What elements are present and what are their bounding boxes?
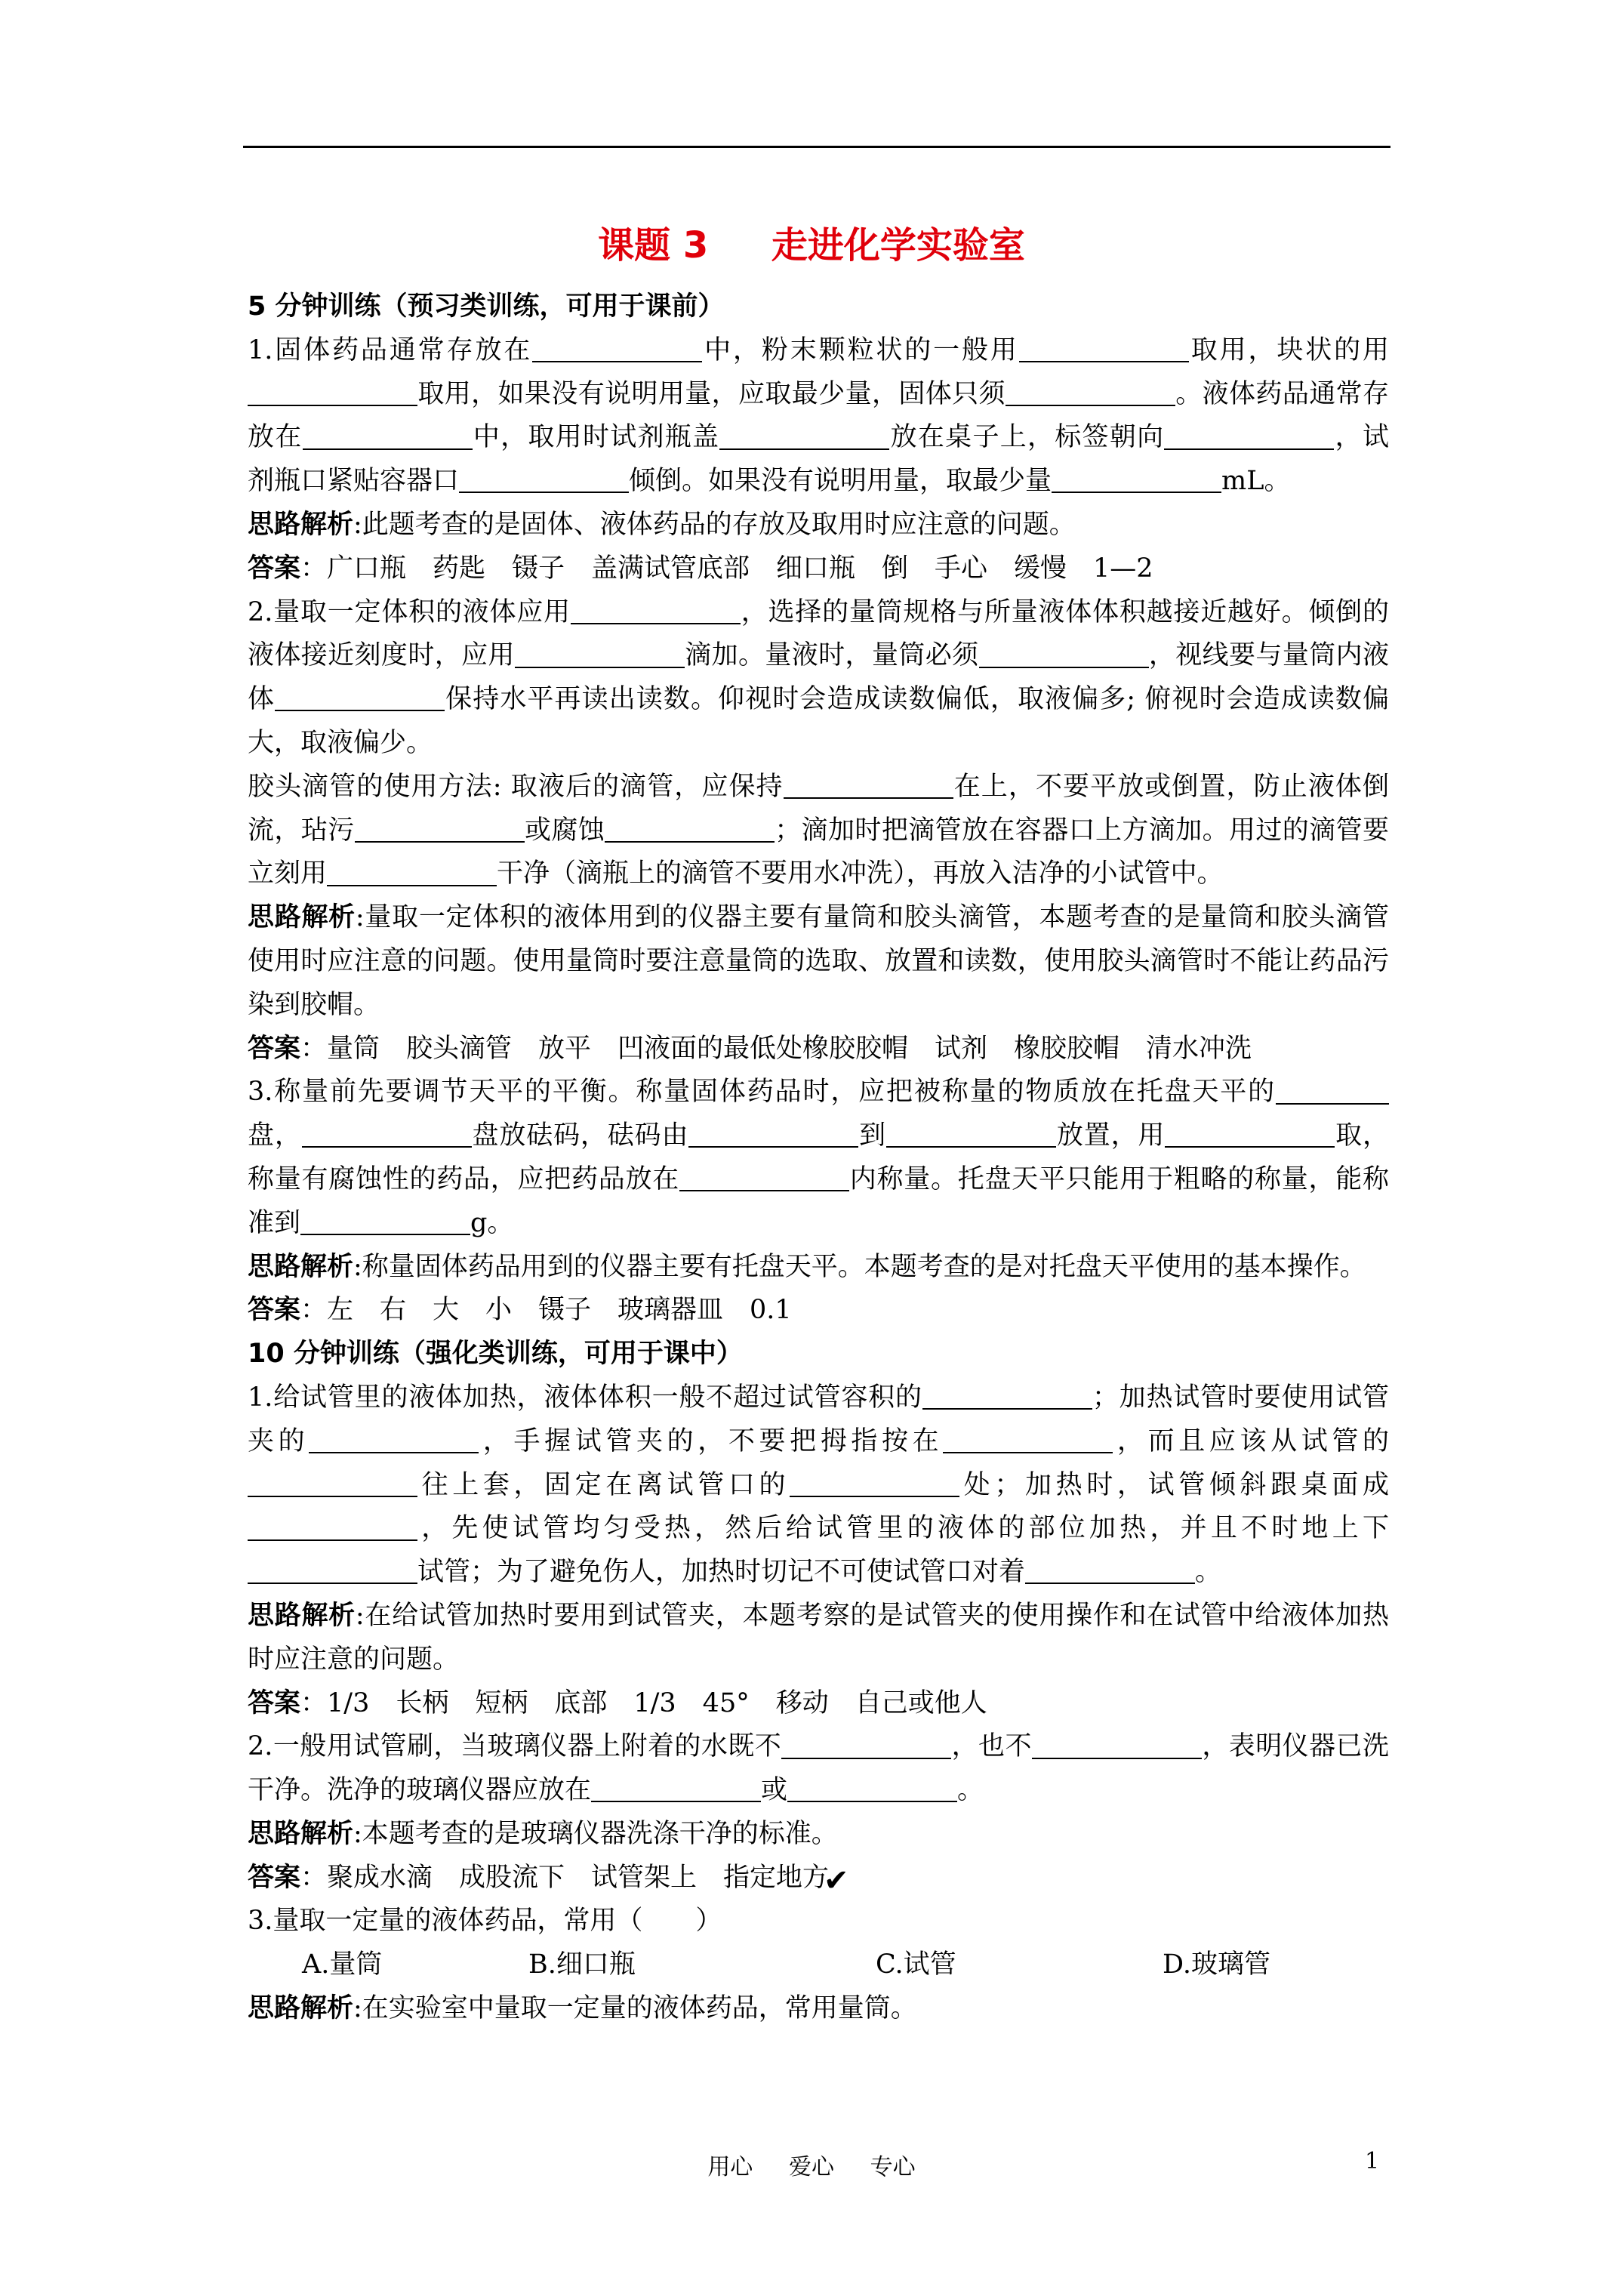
text-run: 。 <box>1195 1557 1222 1588</box>
answer-line <box>248 547 1389 591</box>
fill-blank[interactable] <box>1019 334 1189 362</box>
text-run: 到 <box>858 1120 887 1151</box>
fill-blank[interactable] <box>605 815 775 843</box>
label: 思路解析 <box>248 902 356 933</box>
page-number: 1 <box>1365 2148 1380 2174</box>
fill-blank[interactable] <box>532 334 702 362</box>
text-run: ，先使试管均匀受热，然后给试管里的液体的部位加热，并且不时地上下 <box>417 1513 1389 1544</box>
text-run: 内称量。托盘天平只能用于粗略的称量，能称准到 <box>248 1163 1389 1238</box>
text-run: ：广口瓶 药匙 镊子 盖满试管底部 细口瓶 倒 手心 缓慢 1—2 <box>300 553 1153 584</box>
text-run: ，表明仪器已洗干净。洗净的玻璃仪器应放在 <box>248 1731 1389 1806</box>
text-run: ；滴加时把滴管放在容器口上方滴加。用过的滴管要立刻用 <box>248 815 1389 889</box>
text-run: 取用，如果没有说明用量，应取最少量，固体只须 <box>417 378 1006 409</box>
text-run: g。 <box>470 1207 514 1238</box>
fill-blank[interactable] <box>1006 378 1175 406</box>
text-run: 2.一般用试管刷，当玻璃仪器上附着的水既不 <box>248 1731 782 1762</box>
fill-blank[interactable] <box>248 1469 417 1497</box>
fill-blank[interactable] <box>248 1556 417 1584</box>
text-run: :在实验室中量取一定量的液体药品，常用量筒。 <box>353 1993 917 2024</box>
label: 思路解析 <box>248 1818 354 1849</box>
text-run: 盘放砝码，砝码由 <box>471 1120 689 1151</box>
analysis-line <box>248 504 1389 547</box>
page-title: 课题 3 走进化学实验室 <box>598 224 1025 267</box>
header-rule <box>243 146 1390 148</box>
fill-blank[interactable] <box>922 1382 1092 1410</box>
fill-blank[interactable] <box>248 378 417 406</box>
text-run: 胶头滴管的使用方法: 取液后的滴管，应保持 <box>248 771 784 802</box>
choice-options <box>248 1943 1389 1987</box>
fill-blank[interactable] <box>515 640 685 668</box>
text-run: ，选择的量筒规格与所量液体体积越接近越好。倾倒的液体接近刻度时，应用 <box>248 596 1389 671</box>
text-run: :量取一定体积的液体用到的仪器主要有量筒和胶头滴管，本题考查的是量筒和胶头滴管使用时应注意的问题。使用量筒时要注意量筒的选取、放置和读数，使用胶头滴管时不能让药品污染到胶帽。 <box>248 902 1389 1020</box>
choice-option: D.玻璃管 <box>1163 1949 1270 1980</box>
text-run: 滴加。量液时，量筒必须 <box>684 640 979 671</box>
text-run: :称量固体药品用到的仪器主要有托盘天平。本题考查的是对托盘天平使用的基本操作。 <box>353 1251 1366 1282</box>
text-run: 放置，用 <box>1056 1120 1166 1151</box>
text-run: 3.量取一定量的液体药品，常用（ ） <box>248 1906 722 1937</box>
text-run: 保持水平再读出读数。仰视时会造成读数偏低，取液偏多; 俯视时会造成读数偏大，取液偏少。 <box>248 684 1389 758</box>
fill-blank[interactable] <box>784 771 953 799</box>
text-run: ，也不 <box>951 1731 1032 1762</box>
label: 答案 <box>248 553 301 584</box>
label: 答案 <box>248 1687 301 1718</box>
text-run: 倾倒。如果没有说明用量，取最少量 <box>629 466 1052 497</box>
fill-blank[interactable] <box>1276 1077 1389 1105</box>
fill-blank[interactable] <box>787 1774 957 1802</box>
text-run: 。 <box>957 1775 984 1806</box>
fill-blank[interactable] <box>688 1120 858 1148</box>
text-run: 在上，不要平放或倒置，防止液体倒流，玷污 <box>248 771 1389 846</box>
analysis-line <box>248 1987 1389 2031</box>
text-run: ，而且应该从试管的 <box>1113 1425 1389 1456</box>
check-mark-icon: ✔ <box>824 1863 849 1898</box>
text-run: 。液体药品通常存放在 <box>248 378 1389 453</box>
text-run: 中，取用时试剂瓶盖 <box>472 422 720 453</box>
fill-blank[interactable] <box>943 1425 1113 1453</box>
question-text <box>248 1376 1389 1595</box>
text-run: mL。 <box>1221 466 1291 497</box>
analysis-line <box>248 1813 1389 1857</box>
text-run: 1.固体药品通常存放在 <box>248 334 533 365</box>
fill-blank[interactable] <box>1052 465 1221 493</box>
question-text <box>248 329 1389 504</box>
text-run: 试管；为了避免伤人，加热时切记不可使试管口对着 <box>417 1557 1026 1588</box>
text-run: 盘， <box>248 1120 302 1151</box>
fill-blank[interactable] <box>1164 422 1334 450</box>
text-run: 或 <box>761 1775 788 1806</box>
fill-blank[interactable] <box>275 683 445 711</box>
text-run: 或腐蚀 <box>524 815 605 846</box>
document-body <box>248 285 1389 2031</box>
fill-blank[interactable] <box>781 1731 951 1759</box>
label: 答案 <box>248 1862 301 1893</box>
fill-blank[interactable] <box>591 1774 761 1802</box>
text-run: 放在桌子上，标签朝向 <box>889 422 1165 453</box>
label: 思路解析 <box>248 509 354 540</box>
label: 思路解析 <box>248 1600 356 1631</box>
fill-blank[interactable] <box>790 1469 959 1497</box>
text-run: :此题考查的是固体、液体药品的存放及取用时应注意的问题。 <box>353 509 1076 540</box>
text-run: :在给试管加热时要用到试管夹，本题考察的是试管夹的使用操作和在试管中给液体加热时应注意的问题。 <box>248 1600 1389 1675</box>
fill-blank[interactable] <box>1032 1731 1202 1759</box>
text-run: 取用，块状的用 <box>1188 334 1389 365</box>
text-run: 干净（滴瓶上的滴管不要用水冲洗），再放入洁净的小试管中。 <box>497 858 1224 889</box>
question-text <box>248 1725 1389 1813</box>
answer-line <box>248 1857 1389 1900</box>
choice-option: A.量筒 <box>302 1949 383 1980</box>
fill-blank[interactable] <box>309 1425 479 1453</box>
fill-blank[interactable] <box>248 1513 417 1541</box>
text-run: ：左 右 大 小 镊子 玻璃器皿 0.1 <box>300 1295 792 1326</box>
fill-blank[interactable] <box>719 422 889 450</box>
answer-line <box>248 1682 1389 1726</box>
text-run: ：1/3 长柄 短柄 底部 1/3 45° 移动 自己或他人 <box>300 1687 987 1718</box>
analysis-line <box>248 896 1389 1027</box>
fill-blank[interactable] <box>571 596 741 624</box>
text-run: 取，称量有腐蚀性的药品，应把药品放在 <box>248 1120 1389 1194</box>
choice-option: B.细口瓶 <box>528 1949 636 1980</box>
text-run: ，视线要与量筒内液体 <box>248 640 1389 715</box>
label: 答案 <box>248 1033 301 1064</box>
text-run: ：聚成水滴 成股流下 试管架上 指定地方 <box>300 1862 830 1893</box>
text-run: :本题考查的是玻璃仪器洗涤干净的标准。 <box>353 1818 838 1849</box>
answer-line <box>248 1028 1389 1071</box>
fill-blank[interactable] <box>355 815 525 843</box>
fill-blank[interactable] <box>300 1207 470 1235</box>
text-run: 往上套，固定在离试管口的 <box>417 1469 790 1500</box>
analysis-line <box>248 1246 1389 1290</box>
question-text <box>248 1900 1389 1943</box>
text-run: 3.称量前先要调节天平的平衡。称量固体药品时，应把被称量的物质放在托盘天平的 <box>248 1077 1276 1108</box>
fill-blank[interactable] <box>303 422 473 450</box>
fill-blank[interactable] <box>1025 1556 1195 1584</box>
answer-line <box>248 1289 1389 1333</box>
text-run: 10 分钟训练（强化类训练，可用于课中） <box>248 1339 743 1370</box>
fill-blank[interactable] <box>679 1163 849 1191</box>
text-run: ，手握试管夹的，不要把拇指按在 <box>479 1425 944 1456</box>
label: 思路解析 <box>248 1251 354 1282</box>
text-run: ；加热试管时要使用试管夹的 <box>248 1382 1389 1456</box>
fill-blank[interactable] <box>459 465 629 493</box>
section-heading <box>248 1333 1389 1376</box>
section-heading <box>248 285 1389 329</box>
label: 思路解析 <box>248 1993 354 2024</box>
label: 答案 <box>248 1295 301 1326</box>
text-run: ：量筒 胶头滴管 放平 凹液面的最低处橡胶胶帽 试剂 橡胶胶帽 清水冲洗 <box>300 1033 1252 1064</box>
fill-blank[interactable] <box>1165 1120 1335 1148</box>
question-text <box>248 1071 1389 1245</box>
fill-blank[interactable] <box>886 1120 1056 1148</box>
fill-blank[interactable] <box>327 858 497 886</box>
question-text <box>248 766 1389 896</box>
text-run: 5 分钟训练（预习类训练，可用于课前） <box>248 291 725 322</box>
fill-blank[interactable] <box>302 1120 472 1148</box>
footer-motto: 用心 爱心 专心 <box>707 2154 916 2180</box>
text-run: 2.量取一定体积的液体应用 <box>248 596 571 627</box>
choice-option: C.试管 <box>876 1949 956 1980</box>
fill-blank[interactable] <box>979 640 1149 668</box>
analysis-line <box>248 1595 1389 1682</box>
text-run: 1.给试管里的液体加热，液体体积一般不超过试管容积的 <box>248 1382 922 1413</box>
text-run: ，试剂瓶口紧贴容器口 <box>248 422 1389 497</box>
question-text <box>248 591 1389 766</box>
text-run: 中，粉末颗粒状的一般用 <box>702 334 1019 365</box>
text-run: 处；加热时，试管倾斜跟桌面成 <box>959 1469 1389 1500</box>
